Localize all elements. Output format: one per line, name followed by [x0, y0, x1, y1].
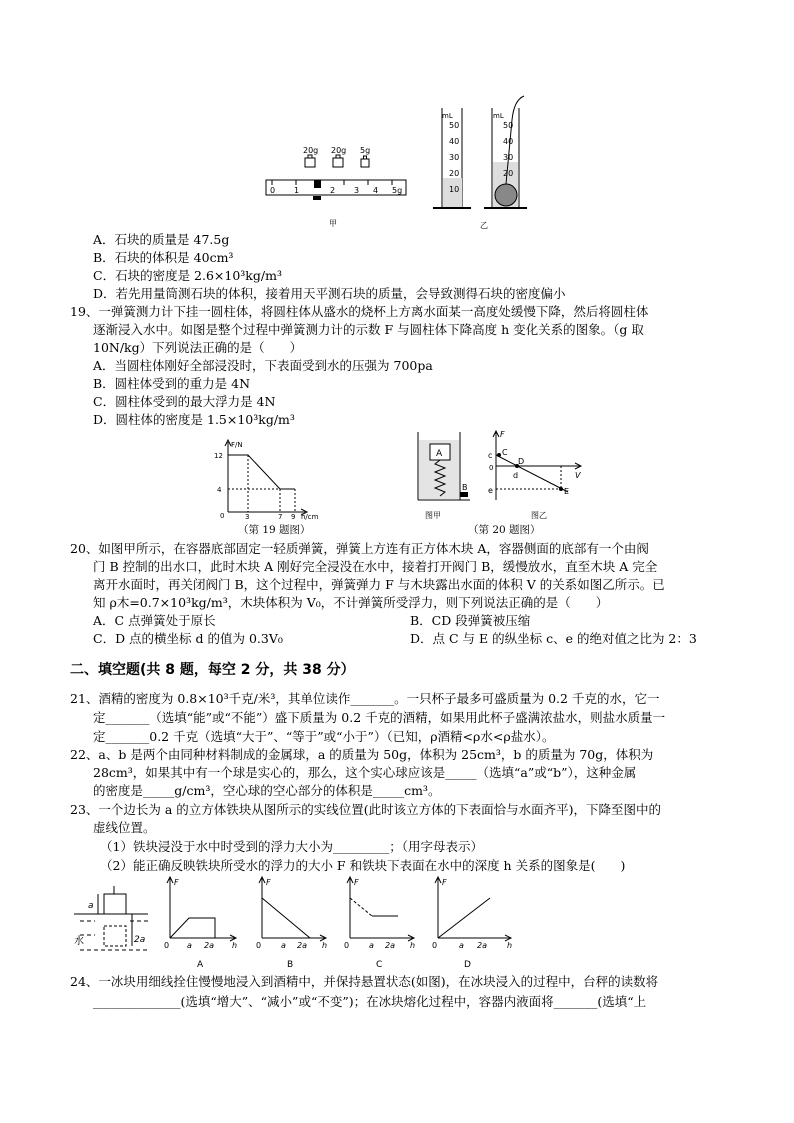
svg-text:mL: mL — [493, 112, 504, 120]
svg-text:2a: 2a — [477, 941, 487, 950]
svg-text:30: 30 — [503, 153, 514, 162]
q19-stem-3: 10N/kg）下列说法正确的是（ ） — [93, 340, 303, 355]
svg-text:C: C — [502, 448, 508, 457]
svg-text:e: e — [488, 486, 493, 495]
q20-option-b: B．CD 段弹簧被压缩 — [410, 613, 531, 628]
svg-text:2a: 2a — [204, 941, 214, 950]
svg-text:D: D — [464, 960, 471, 970]
figure-23-graph-c — [344, 877, 415, 970]
svg-text:图乙: 图乙 — [531, 511, 547, 520]
svg-text:E: E — [564, 487, 570, 496]
svg-text:5g: 5g — [360, 146, 371, 155]
svg-text:4: 4 — [373, 186, 379, 195]
figure-19-caption: （第 19 题图） — [238, 524, 311, 536]
svg-text:5g: 5g — [392, 186, 403, 195]
svg-text:30: 30 — [449, 153, 460, 162]
section-title: 二、填空题(共 8 题，每空 2 分，共 38 分） — [70, 662, 355, 678]
svg-text:7: 7 — [278, 513, 283, 521]
svg-text:图甲: 图甲 — [425, 511, 441, 520]
q24-line-2: ______________(选填“增大”、“减小”或“不变”)；在冰块熔化过程中，容器内液面将_______(选填“上 — [93, 994, 647, 1009]
svg-text:0: 0 — [489, 464, 494, 472]
q20-stem-3: 离开水面时，再关闭阀门 B，这个过程中，弹簧弹力 F 与木块露出水面的体积 V 的关系如图乙所示。已 — [93, 577, 665, 592]
q23-part-1: （1）铁块浸没于水中时受到的浮力大小为_________；（用字母表示） — [100, 839, 483, 854]
q18-option-a: A．石块的质量是 47.5g — [93, 232, 230, 247]
svg-text:a: a — [88, 901, 94, 911]
svg-text:F: F — [500, 430, 505, 439]
q21-line-3: 定_______0.2 千克（选填“大于”、“等于”或“小于”）（已知，ρ酒精<ρ水<ρ盐水）。 — [93, 729, 555, 744]
svg-text:9: 9 — [291, 513, 296, 521]
svg-text:0: 0 — [344, 941, 350, 950]
svg-text:a: a — [281, 941, 286, 950]
svg-text:0: 0 — [256, 941, 262, 950]
svg-text:h: h — [410, 941, 416, 950]
svg-text:12: 12 — [214, 452, 223, 460]
svg-text:mL: mL — [442, 112, 453, 120]
figure-23-graph-b — [256, 877, 327, 970]
svg-text:B: B — [462, 483, 468, 492]
q20-option-c: C．D 点的横坐标 d 的值为 0.3V₀ — [93, 631, 283, 646]
svg-text:20g: 20g — [331, 146, 347, 155]
q24-line-1: 24、一冰块用细线拴住慢慢地浸入到酒精中，并保持悬置状态(如图)，在冰块浸入的过程中，台秤的读数将 — [70, 974, 659, 989]
q22-line-1: 22、a、b 是两个由同种材料制成的金属球，a 的质量为 50g，体积为 25cm³，b 的质量为 70g，体积为 — [70, 747, 654, 762]
svg-text:20: 20 — [503, 169, 514, 178]
q19-option-a: A．当圆柱体刚好全部浸没时，下表面受到水的压强为 700pa — [93, 358, 433, 373]
figure-23-graph-a — [164, 877, 237, 970]
q18-option-d: D．若先用量筒测石块的体积，接着用天平测石块的质量，会导致测得石块的密度偏小 — [93, 286, 566, 301]
svg-text:50: 50 — [449, 121, 460, 130]
q19-option-b: B．圆柱体受到的重力是 4N — [93, 376, 251, 391]
svg-text:20: 20 — [449, 169, 460, 178]
svg-text:A: A — [436, 449, 443, 459]
svg-text:F: F — [174, 878, 179, 887]
q20-option-d: D．点 C 与 E 的纵坐标 c、e 的绝对值之比为 2：3 — [410, 631, 697, 646]
q20-option-a: A．C 点弹簧处于原长 — [93, 613, 216, 628]
svg-text:水: 水 — [74, 936, 84, 947]
svg-text:C: C — [376, 960, 383, 970]
svg-text:4: 4 — [217, 486, 222, 494]
svg-text:1: 1 — [294, 186, 300, 195]
svg-text:10: 10 — [449, 185, 460, 194]
svg-text:F: F — [442, 878, 447, 887]
q19-stem-1: 19、一弹簧测力计下挂一圆柱体，将圆柱体从盛水的烧杯上方离水面某一高度处缓慢下降，然后将圆柱体 — [70, 304, 649, 319]
q22-line-3: 的密度是_____g/cm³，空心球的空心部分的体积是_____cm³。 — [93, 783, 441, 798]
svg-text:d: d — [513, 471, 519, 480]
svg-text:2: 2 — [330, 186, 336, 195]
svg-text:2a: 2a — [134, 935, 146, 945]
q23-line-2: 虚线位置。 — [93, 820, 156, 835]
q20-stem-2: 门 B 控制的出水口，此时木块 A 刚好完全浸没在水中，接着打开阀门 B，缓慢放水，直至木块 A 完全 — [93, 559, 658, 574]
q19-option-d: D．圆柱体的密度是 1.5×10³kg/m³ — [93, 412, 295, 427]
svg-text:3: 3 — [245, 513, 250, 521]
q22-line-2: 28cm³，如果其中有一个球是实心的，那么，这个实心球应该是_____（选填“a”或“b”），这种金属 — [93, 765, 637, 780]
svg-text:V: V — [575, 471, 581, 480]
q18-option-c: C．石块的密度是 2.6×10³kg/m³ — [93, 268, 282, 283]
svg-text:h: h — [507, 941, 513, 950]
svg-text:0: 0 — [220, 512, 225, 520]
svg-text:B: B — [287, 960, 294, 970]
q20-stem-4: 知 ρ木=0.7×10³kg/m³，木块体积为 V₀，不计弹簧所受浮力，则下列说法正确的是（ ） — [93, 595, 609, 610]
q21-line-1: 21、酒精的密度为 0.8×10³千克/米³，其单位读作_______。一只杯子最多可盛质量为 0.2 千克的水，它一 — [70, 691, 660, 706]
svg-text:20g: 20g — [303, 146, 319, 155]
q20-stem-1: 20、如图甲所示，在容器底部固定一轻质弹簧，弹簧上方连有正方体木块 A，容器侧面的底部有一个由阀 — [70, 541, 649, 556]
q23-part-2: （2）能正确反映铁块所受水的浮力的大小 F 和铁块下表面在水中的深度 h 关系的图象是( ) — [100, 858, 626, 873]
q19-stem-2: 逐渐浸入水中。如图是整个过程中弹簧测力计的示数 F 与圆柱体下降高度 h 变化关系的图象。（g 取 — [93, 322, 644, 337]
svg-text:3: 3 — [354, 186, 360, 195]
figure-20-caption: （第 20 题图） — [468, 524, 541, 536]
svg-text:0: 0 — [270, 186, 276, 195]
svg-text:a: a — [459, 941, 464, 950]
svg-text:h/cm: h/cm — [301, 513, 319, 521]
svg-text:40: 40 — [449, 137, 460, 146]
svg-text:h: h — [232, 941, 238, 950]
q23-line-1: 23、一个边长为 a 的立方体铁块从图所示的实线位置(此时该立方体的下表面恰与水面齐平)，下降至图中的 — [70, 802, 662, 817]
figure-23-graph-d — [432, 877, 512, 970]
svg-text:F/N: F/N — [231, 441, 243, 449]
svg-text:F: F — [266, 878, 271, 887]
svg-text:a: a — [369, 941, 374, 950]
svg-text:c: c — [488, 451, 493, 460]
svg-text:0: 0 — [164, 941, 170, 950]
q21-line-2: 定_______（选填“能”或“不能”）盛下质量为 0.2 千克的酒精，如果用此杯子盛满浓盐水，则盐水质量一 — [93, 710, 666, 725]
svg-text:2a: 2a — [385, 941, 395, 950]
svg-text:0: 0 — [432, 941, 438, 950]
svg-text:F: F — [354, 878, 359, 887]
label-jia: 甲 — [329, 219, 337, 228]
svg-text:h: h — [322, 941, 328, 950]
svg-text:50: 50 — [503, 121, 514, 130]
svg-text:40: 40 — [503, 137, 514, 146]
q19-option-c: C．圆柱体受到的最大浮力是 4N — [93, 394, 276, 409]
svg-text:A: A — [197, 960, 204, 970]
label-yi: 乙 — [480, 221, 488, 230]
q18-option-b: B．石块的体积是 40cm³ — [93, 250, 234, 265]
figure-23-cube — [74, 886, 148, 950]
svg-text:2a: 2a — [297, 941, 307, 950]
svg-text:a: a — [187, 941, 192, 950]
svg-text:D: D — [518, 457, 525, 466]
